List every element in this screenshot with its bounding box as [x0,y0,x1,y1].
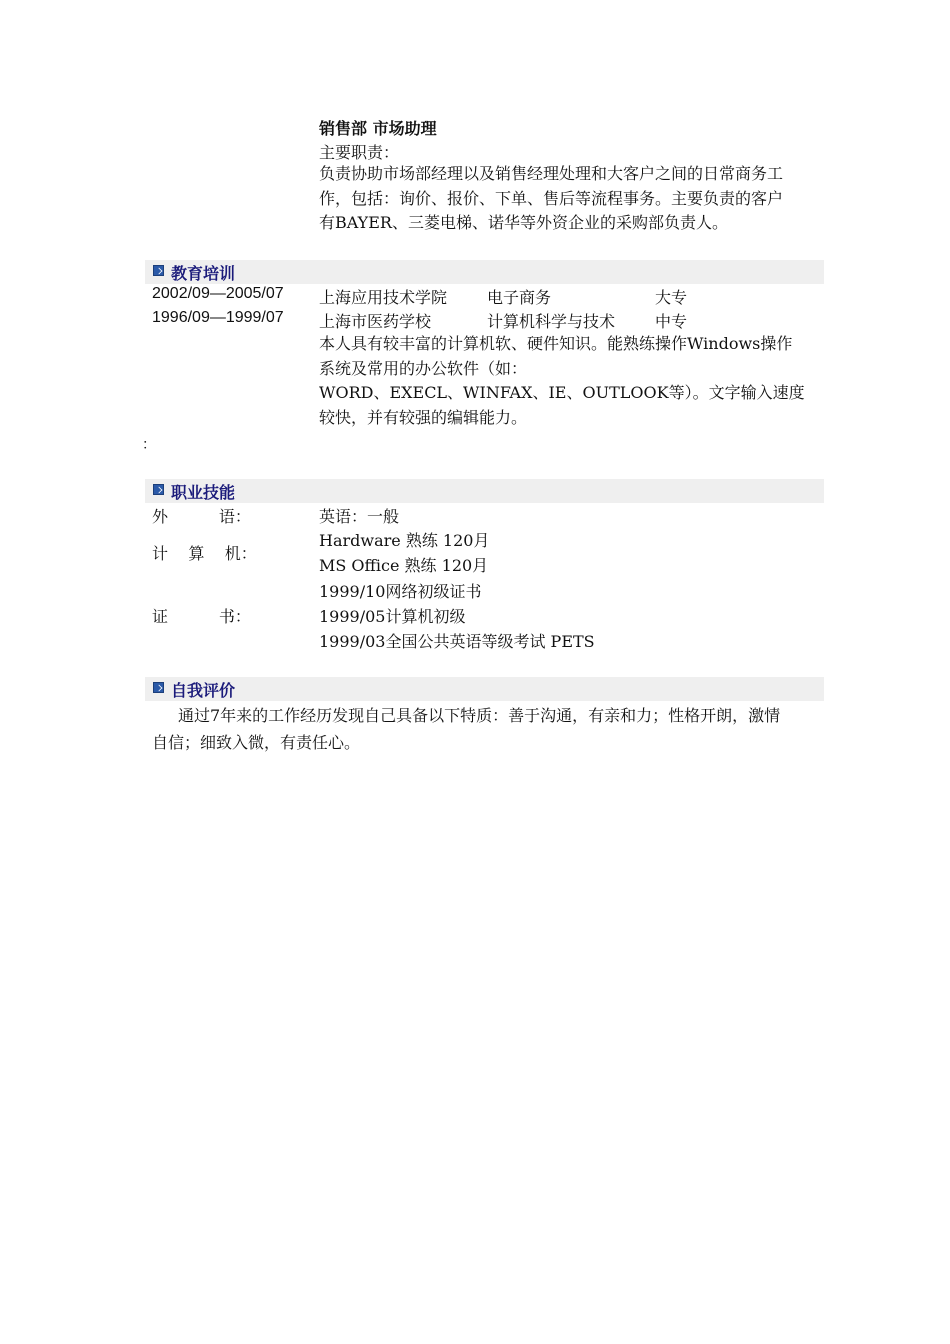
computer-value: MS Office 熟练 120月 [319,556,489,575]
duties-label: 主要职责： [319,143,400,162]
edu-degree: 中专 [655,312,688,331]
edu-school: 上海应用技术学院 [319,288,448,307]
stray-mark: ： [142,437,156,453]
education-header [145,260,824,284]
self-eval-line: 自信；细致入微，有责任心。 [152,733,361,752]
section-bullet-icon [153,265,164,276]
section-title: 自我评价 [171,681,236,700]
duties-line: 作，包括：询价、报价、下单、售后等流程事务。主要负责的客户 [319,188,784,208]
cert-value: 1999/03全国公共英语等级考试 PETS [319,632,595,651]
skills-header [145,479,824,503]
edu-description [319,332,819,430]
edu-period: 2002/09—2005/07 [152,285,284,302]
edu-period: 1996/09—1999/07 [152,309,284,326]
cert-value: 1999/05计算机初级 [319,607,466,626]
self-eval-line: 通过7年来的工作经历发现自己具备以下特质：善于沟通，有亲和力；性格开朗，激情 [178,706,781,725]
edu-degree: 大专 [655,288,688,307]
section-title: 职业技能 [171,483,236,502]
computer-label: 计 算 机： [152,544,257,563]
edu-description-line: 较快，并有较强的编辑能力。 [319,407,528,427]
edu-description-line: 系统及常用的办公软件（如： [319,358,528,378]
section-title: 教育培训 [171,264,236,283]
job-title: 销售部 市场助理 [319,119,437,138]
duties-line: 负责协助市场部经理以及销售经理处理和大客户之间的日常商务工 [319,164,784,183]
duties-text [319,162,819,236]
section-bullet-icon [153,484,164,495]
duties-line: 有BAYER、三菱电梯、诺华等外资企业的采购部负责人。 [319,213,728,232]
self-eval-header [145,677,824,701]
section-bullet-icon [153,682,164,693]
edu-description-line: WORD、EXECL、WINFAX、IE、OUTLOOK等）。文字输入速度 [319,383,805,402]
edu-school: 上海市医药学校 [319,312,432,331]
edu-major: 电子商务 [487,288,552,307]
cert-label: 证 书： [152,607,251,626]
computer-value: Hardware 熟练 120月 [319,531,490,550]
language-value: 英语：一般 [319,507,400,526]
edu-major: 计算机科学与技术 [487,312,616,331]
self-eval-text [152,702,820,756]
cert-value: 1999/10网络初级证书 [319,582,482,601]
language-label: 外 语： [152,507,251,526]
edu-description-line: 本人具有较丰富的计算机软、硬件知识。能熟练操作Windows操作 [319,334,793,353]
